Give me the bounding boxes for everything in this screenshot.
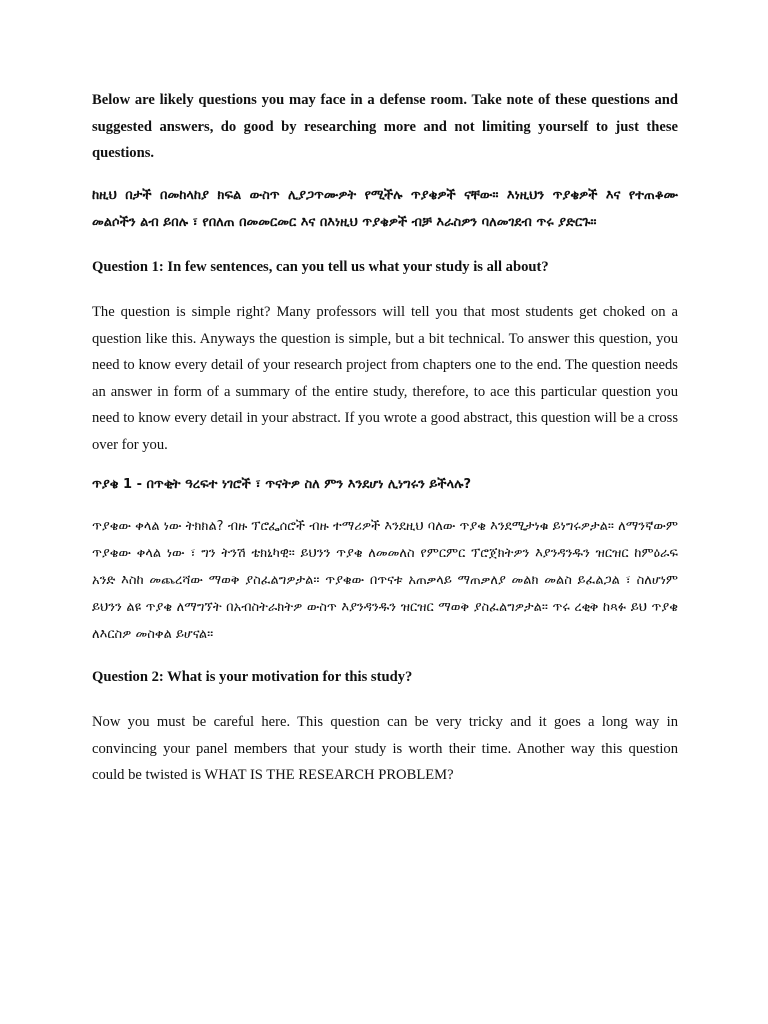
- document-page: [92, 87, 678, 789]
- intro-amharic: ከዚህ በታች በመከላከያ ክፍል ውስጥ ሊያጋጥሙዎት የሚችሉ ጥያቄዎች ናቸው። እነዚህን ጥያቄዎች እና የተጠቆሙ መልሶችን ልብ ይበሉ ፣ የበለጠ በመመርመር እና በእነዚህ ጥያቄዎች ብቻ እራስዎን ባለመገደብ ጥሩ ያድርጉ።: [92, 187, 678, 230]
- question-1-answer-english: The question is simple right? Many professors will tell you that most students get choked on a question like this. Anyways the question is simple, but a bit technical. To answer this question, you need to know every detail of your research project from chapters one to the end. The question needs an answer in form of a summary of the entire study, therefore, to ace this particular question you need to know every detail in your abstract. If you wrote a good abstract, this question will be a cross over for you.: [92, 303, 678, 453]
- question-1-heading-english: Question 1: In few sentences, can you tell us what your study is all about?: [92, 259, 549, 276]
- question-2-heading-english: Question 2: What is your motivation for this study?: [92, 669, 413, 686]
- intro-english: Below are likely questions you may face in a defense room. Take note of these questions and suggested answers, do good by researching more and not limiting yourself to just these questions.: [92, 92, 678, 162]
- question-1-heading-amharic: ጥያቄ 1 - በጥቂት ዓረፍተ ነገሮች ፣ ጥናትዎ ስለ ምን እንደሆነ ሊነግሩን ይችላሉ?: [92, 476, 472, 492]
- question-2-answer-english: Now you must be careful here. This question can be very tricky and it goes a long way in convincing your panel members that your study is worth their time. Another way this question could be twisted is WHAT IS THE RESEARCH PROBLEM?: [92, 713, 678, 784]
- question-1-answer-amharic: ጥያቄው ቀላል ነው ትክክል? ብዙ ፕሮፌሰሮች ብዙ ተማሪዎች እንደዚህ ባለው ጥያቄ እንደሚታነቁ ይነግሩዎታል። ለማንኛውም ጥያቄው ቀላል ነው ፣ ግን ትንሽ ቴክኒካዊ። ይህንን ጥያቄ ለመመለስ የምርምር ፕሮጀክትዎን እያንዳንዱን ዝርዝር ከምዕራፍ አንድ እስከ መጨረሻው ማወቅ ያስፈልግዎታል። ጥያቄው በጥናቱ አጠቃላይ ማጠቃለያ መልክ መልስ ይፈልጋል ፣ ስለሆነም ይህንን ልዩ ጥያቄ ለማግኘት በአብስትራክትዎ ውስጥ እያንዳንዱን ዝርዝር ማወቅ ያስፈልግዎታል። ጥሩ ረቂቅ ከጻፉ ይህ ጥያቄ ለእርስዎ መስቀል ይሆናል።: [92, 519, 678, 642]
